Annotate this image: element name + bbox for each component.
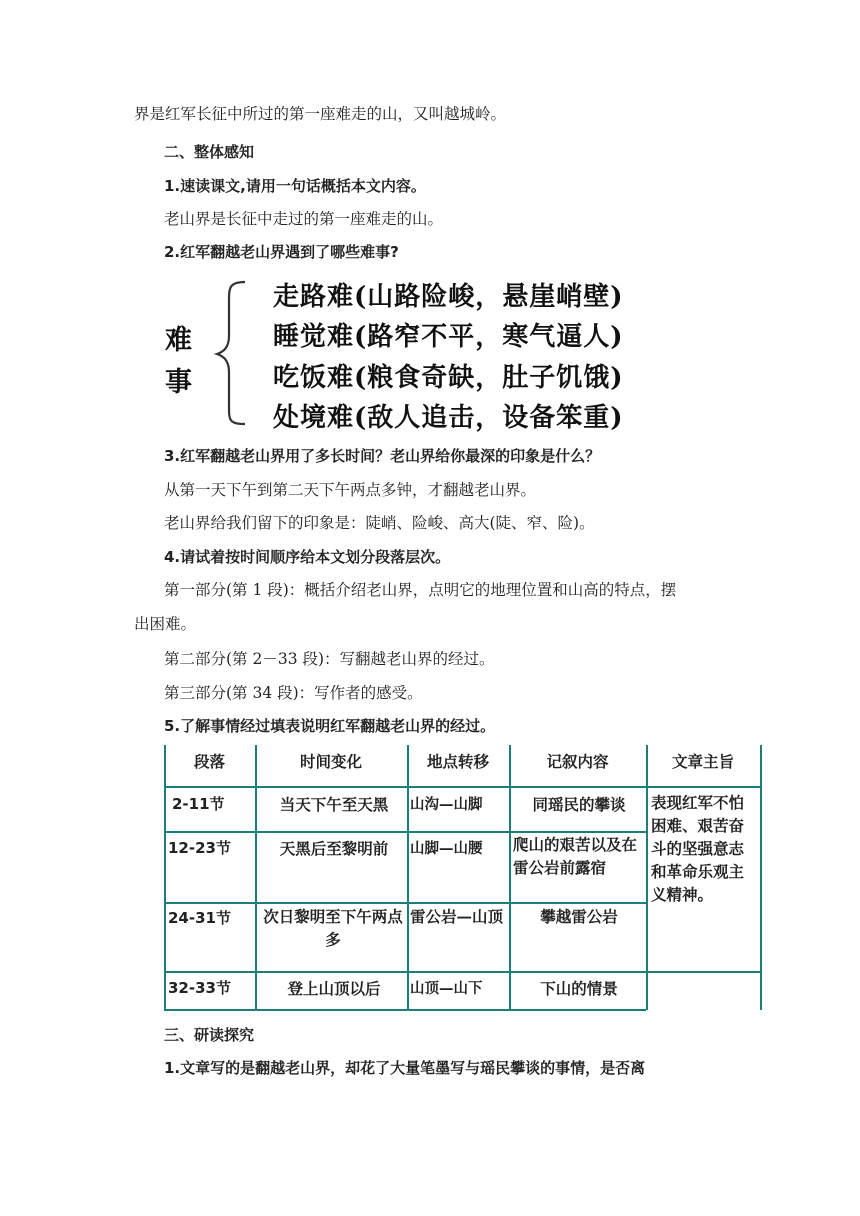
- header-content: 记叙内容: [546, 752, 609, 771]
- difficulty-sleeping: 睡觉难(路窄不平，寒气逼人): [273, 322, 624, 352]
- question-2: 2.红军翻越老山界遇到了哪些难事?: [164, 243, 399, 261]
- row-2-time: 天黑后至黎明前: [279, 839, 389, 858]
- answer-3a: 从第一天下午到第二天下午两点多钟，才翻越老山界。: [164, 481, 537, 499]
- figure-title-bottom: 事: [165, 367, 192, 398]
- row-3-section: 24-31节: [168, 909, 231, 927]
- question-5: 5.了解事情经过填表说明红军翻越老山界的经过。: [164, 717, 496, 735]
- header-theme: 文章主旨: [671, 752, 734, 771]
- question-1: 1.速读课文,请用一句话概括本文内容。: [164, 177, 426, 195]
- row-1-place: 山沟—山脚: [410, 796, 483, 813]
- paragraph-line: 界是红军长征中所过的第一座难走的山，又叫越城岭。: [134, 105, 507, 123]
- row-3-content: 攀越雷公岩: [540, 907, 618, 926]
- difficulty-eating: 吃饭难(粮食奇缺，肚子饥饿): [273, 363, 624, 393]
- theme-cell: 表现红军不怕困难、艰苦奋斗的坚强意志和革命乐观主义精神。: [651, 793, 745, 904]
- row-4-time: 登上山顶以后: [287, 979, 381, 998]
- research-question-1: 1.文章写的是翻越老山界，却花了大量笔墨写与瑶民攀谈的事情，是否离: [164, 1059, 646, 1077]
- part-3: 第三部分(第 34 段)：写作者的感受。: [164, 684, 423, 702]
- question-3: 3.红军翻越老山界用了多长时间？老山界给你最深的印象是什么？: [164, 447, 601, 465]
- question-4: 4.请试着按时间顺序给本文划分段落层次。: [164, 548, 451, 566]
- curly-brace-icon: [213, 278, 253, 428]
- row-1-time: 当天下午至天黑: [279, 795, 389, 814]
- figure-title-top: 难: [165, 325, 192, 356]
- difficulty-situation: 处境难(敌人追击，设备笨重): [273, 403, 624, 433]
- part-2: 第二部分(第 2－33 段)：写翻越老山界的经过。: [164, 650, 495, 668]
- answer-3b: 老山界给我们留下的印象是：陡峭、险峻、高大(陡、窄、险)。: [164, 514, 595, 532]
- difficulty-walking: 走路难(山路险峻，悬崖峭壁): [273, 282, 624, 312]
- row-4-section: 32-33节: [168, 979, 231, 997]
- header-time: 时间变化: [299, 752, 362, 771]
- row-1-content: 同瑶民的攀谈: [532, 795, 626, 814]
- row-1-section: 2-11节: [172, 795, 225, 813]
- difficulties-figure: [165, 272, 710, 432]
- header-place: 地点转移: [426, 752, 489, 771]
- part-1-line-1: 第一部分(第 1 段)：概括介绍老山界，点明它的地理位置和山高的特点，摆: [164, 581, 677, 599]
- row-3-time: 次日黎明至下午两点多: [263, 907, 403, 949]
- events-table: [164, 745, 761, 1010]
- row-2-content: 爬山的艰苦以及在雷公岩前露宿: [513, 835, 638, 877]
- row-4-content: 下山的情景: [540, 979, 618, 998]
- answer-1: 老山界是长征中走过的第一座难走的山。: [164, 210, 444, 228]
- part-1-line-2: 出困难。: [134, 615, 197, 633]
- row-4-place: 山顶—山下: [410, 980, 483, 997]
- section-heading: 二、整体感知: [164, 143, 255, 161]
- section-heading-3: 三、研读探究: [164, 1026, 255, 1044]
- header-section: 段落: [193, 752, 225, 771]
- row-2-section: 12-23节: [168, 839, 231, 857]
- row-2-place: 山脚—山腰: [410, 840, 483, 857]
- row-3-place: 雷公岩—山顶: [410, 907, 504, 926]
